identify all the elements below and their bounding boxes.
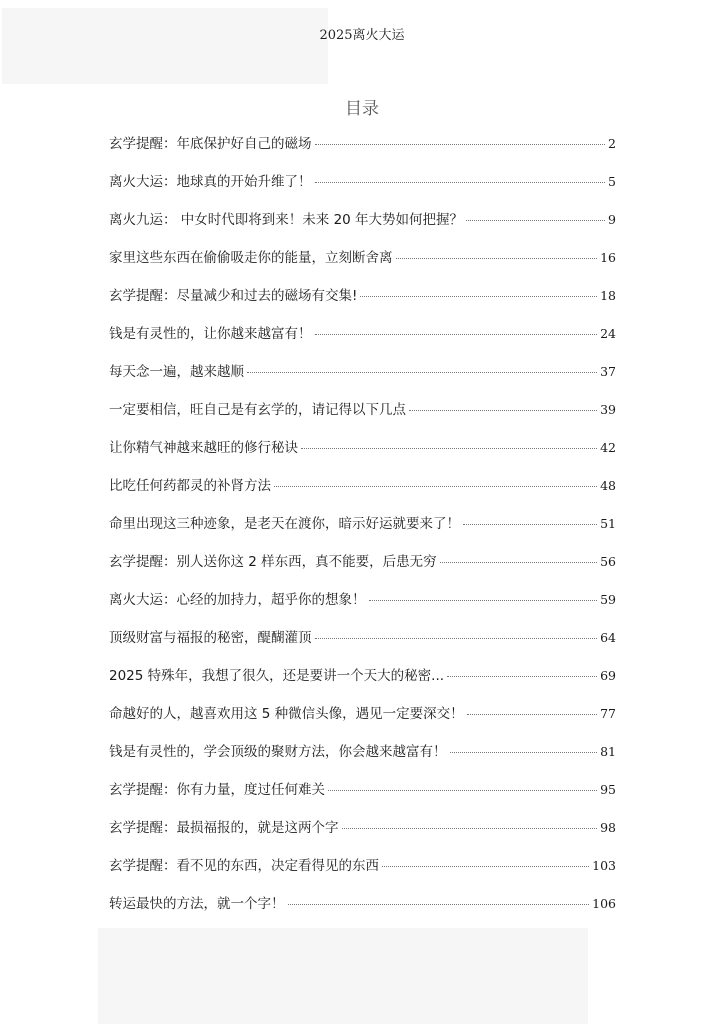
toc-leader-dots xyxy=(315,182,606,183)
toc-page-number: 37 xyxy=(600,364,616,379)
toc-entry-title: 玄学提醒：年底保护好自己的磁场 xyxy=(109,136,312,152)
toc-entry[interactable] xyxy=(109,436,616,474)
toc-leader-dots xyxy=(440,562,597,563)
toc-entry-title: 2025 特殊年，我想了很久，还是要讲一个天大的秘密... xyxy=(109,668,445,684)
toc-page-number: 51 xyxy=(600,516,616,531)
toc-page-number: 69 xyxy=(600,668,616,683)
toc-page-number: 103 xyxy=(592,858,616,873)
toc-page-number: 2 xyxy=(608,136,616,151)
toc-entry-title: 离火九运： 中女时代即将到来！未来 20 年大势如何把握？ xyxy=(109,212,464,228)
toc-page-number: 95 xyxy=(600,782,616,797)
toc-entry[interactable] xyxy=(109,284,616,322)
toc-page-number: 24 xyxy=(600,326,616,341)
toc-entry[interactable] xyxy=(109,360,616,398)
toc-entry-title: 比吃任何药都灵的补肾方法 xyxy=(109,478,271,494)
toc-page-number: 5 xyxy=(608,174,616,189)
toc-leader-dots xyxy=(274,486,597,487)
toc-entry-title: 玄学提醒：你有力量，度过任何难关 xyxy=(109,782,325,798)
toc-leader-dots xyxy=(447,676,597,677)
toc-page-number: 64 xyxy=(600,630,616,645)
toc-entry-title: 让你精气神越来越旺的修行秘诀 xyxy=(109,440,298,456)
toc-entry[interactable] xyxy=(109,474,616,512)
toc-entry[interactable] xyxy=(109,778,616,816)
table-of-contents xyxy=(109,132,616,930)
toc-entry[interactable] xyxy=(109,550,616,588)
toc-leader-dots xyxy=(466,220,605,221)
toc-leader-dots xyxy=(315,638,598,639)
toc-entry-title: 命越好的人，越喜欢用这 5 种微信头像，遇见一定要深交！ xyxy=(109,706,464,722)
toc-leader-dots xyxy=(301,448,597,449)
toc-entry-title: 离火大运：心经的加持力，超乎你的想象！ xyxy=(109,592,366,608)
toc-page-number: 42 xyxy=(600,440,616,455)
toc-entry[interactable] xyxy=(109,664,616,702)
toc-entry[interactable] xyxy=(109,322,616,360)
toc-page-number: 9 xyxy=(608,212,616,227)
toc-entry-title: 家里这些东西在偷偷吸走你的能量，立刻断舍离 xyxy=(109,250,393,266)
toc-entry[interactable] xyxy=(109,170,616,208)
toc-entry-title: 转运最快的方法，就一个字！ xyxy=(109,896,285,912)
toc-entry-title: 玄学提醒：别人送你这 2 样东西，真不能要，后患无穷 xyxy=(109,554,437,570)
toc-entry-title: 玄学提醒：尽量减少和过去的磁场有交集! xyxy=(109,288,358,304)
toc-leader-dots xyxy=(315,144,606,145)
toc-leader-dots xyxy=(396,258,598,259)
toc-entry[interactable] xyxy=(109,626,616,664)
toc-page-number: 106 xyxy=(592,896,616,911)
toc-leader-dots xyxy=(247,372,597,373)
toc-page-number: 77 xyxy=(600,706,616,721)
toc-entry[interactable] xyxy=(109,892,616,930)
toc-page-number: 48 xyxy=(600,478,616,493)
toc-entry-title: 离火大运：地球真的开始升维了！ xyxy=(109,174,312,190)
toc-leader-dots xyxy=(463,524,597,525)
toc-entry[interactable] xyxy=(109,740,616,778)
toc-entry[interactable] xyxy=(109,816,616,854)
toc-title: 目录 xyxy=(345,99,379,119)
toc-entry[interactable] xyxy=(109,702,616,740)
toc-leader-dots xyxy=(409,410,597,411)
header-shade xyxy=(2,8,328,84)
toc-entry-title: 玄学提醒：最损福报的，就是这两个字 xyxy=(109,820,339,836)
toc-entry[interactable] xyxy=(109,398,616,436)
toc-leader-dots xyxy=(328,790,597,791)
toc-leader-dots xyxy=(315,334,598,335)
toc-page-number: 16 xyxy=(600,250,616,265)
toc-entry-title: 钱是有灵性的，让你越来越富有！ xyxy=(109,326,312,342)
toc-entry-title: 钱是有灵性的，学会顶级的聚财方法，你会越来越富有！ xyxy=(109,744,447,760)
toc-leader-dots xyxy=(360,296,597,297)
toc-leader-dots xyxy=(382,866,589,867)
toc-entry-title: 一定要相信，旺自己是有玄学的，请记得以下几点 xyxy=(109,402,406,418)
toc-entry[interactable] xyxy=(109,132,616,170)
toc-entry[interactable] xyxy=(109,512,616,550)
toc-leader-dots xyxy=(369,600,598,601)
toc-entry[interactable] xyxy=(109,246,616,284)
toc-page-number: 39 xyxy=(600,402,616,417)
toc-page-number: 98 xyxy=(600,820,616,835)
toc-entry[interactable] xyxy=(109,854,616,892)
toc-entry[interactable] xyxy=(109,208,616,246)
toc-page-number: 81 xyxy=(600,744,616,759)
toc-entry-title: 顶级财富与福报的秘密，醍醐灌顶 xyxy=(109,630,312,646)
toc-leader-dots xyxy=(288,904,590,905)
toc-entry[interactable] xyxy=(109,588,616,626)
footer-shade xyxy=(98,928,588,1024)
toc-leader-dots xyxy=(342,828,598,829)
toc-page-number: 56 xyxy=(600,554,616,569)
toc-leader-dots xyxy=(450,752,598,753)
toc-entry-title: 玄学提醒：看不见的东西，决定看得见的东西 xyxy=(109,858,379,874)
toc-entry-title: 命里出现这三种迹象，是老天在渡你，暗示好运就要来了！ xyxy=(109,516,460,532)
toc-page-number: 18 xyxy=(600,288,616,303)
toc-leader-dots xyxy=(467,714,597,715)
running-header: 2025离火大运 xyxy=(319,28,405,43)
toc-page-number: 59 xyxy=(600,592,616,607)
toc-entry-title: 每天念一遍，越来越顺 xyxy=(109,364,244,380)
